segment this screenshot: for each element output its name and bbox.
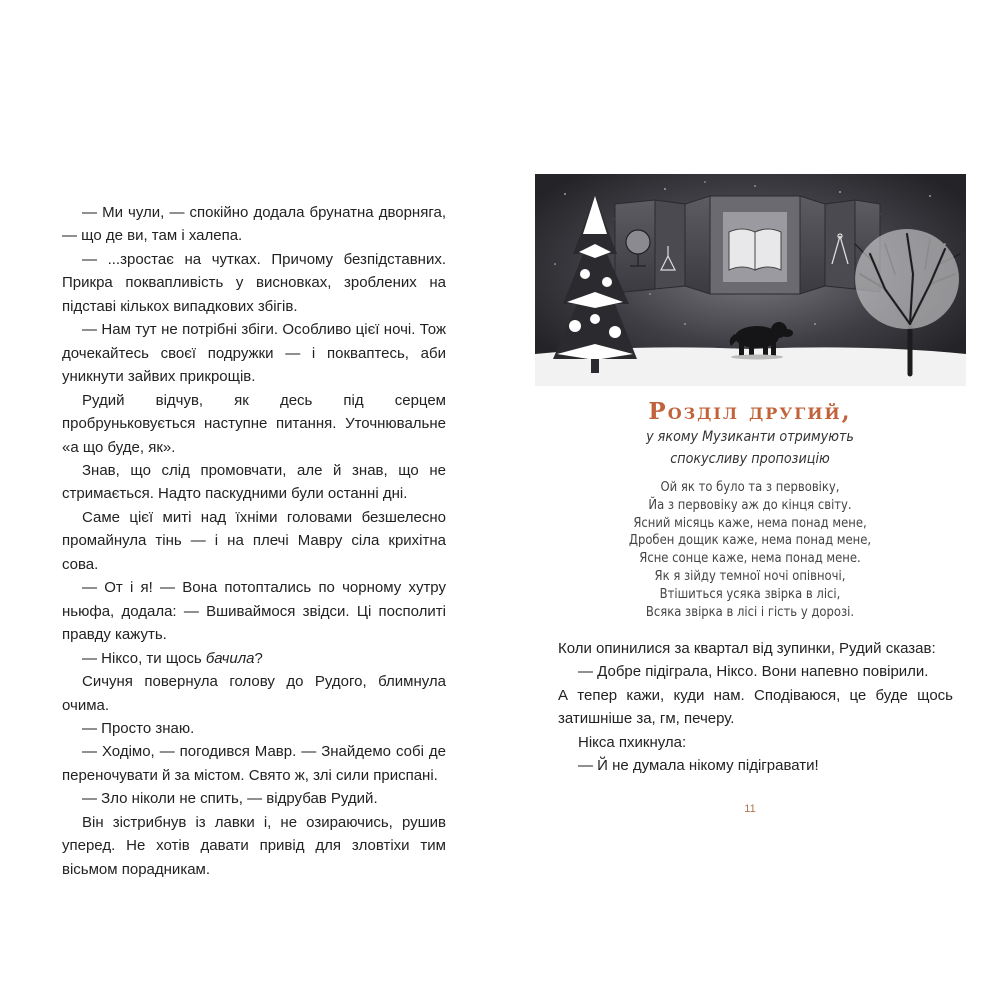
chapter-subtitle: спокусливу пропозицію [670, 451, 830, 467]
paragraph: А тепер кажи, куди нам. Сподіваюся, це буде щось затишніше за, гм, печеру. [558, 686, 953, 728]
chapter-subtitle: у якому Музиканти отримують [646, 429, 854, 445]
paragraph: — Просто знаю. [82, 719, 195, 737]
poem-line: Ясний місяць каже, нема понад мене, [633, 515, 867, 531]
chapter-title: Розділ другий, [648, 398, 852, 425]
paragraph: — Зло ніколи не спить, — відрубав Рудий. [82, 790, 378, 808]
bare-tree-foliage [855, 229, 959, 329]
paragraph-text: — Ніксо, ти щось [82, 649, 206, 667]
paragraph [62, 647, 446, 670]
paragraph: Коли опинилися за квартал від зупинки, Рудий сказав: [558, 640, 936, 657]
paragraph: Знав, що слід промовчати, але й знав, що не стримається. Надто паскудними були останні дні. [62, 461, 446, 503]
paragraph: — Добре підіграла, Ніксо. Вони напевно повірили. [578, 663, 929, 681]
italic-word: бачила [205, 649, 255, 667]
paragraph: — Й не думала нікому підігравати! [578, 757, 819, 775]
poem-line: Як я зійду темної ночі опівночі, [654, 568, 846, 584]
paragraph: — Ходімо, — погодився Мавр. — Знайдемо собі де переночувати й за містом. Свято ж, злі сили приспані. [62, 743, 446, 784]
poem-line: Ясне сонце каже, нема понад мене. [639, 551, 861, 567]
paragraph: Рудий відчув, як десь під серцем пробруньковується наступне питання. Уточнювальне «а що буде, як». [62, 391, 446, 456]
paragraph: Саме цієї миті над їхніми головами безшелесно промайнула тінь — і на плечі Мавру сіла крихітна сова. [62, 508, 446, 573]
paragraph: — Ми чули, — спокійно додала брунатна дворняга, — що де ви, там і халепа. [62, 204, 446, 245]
paragraph: Нікса пхикнула: [578, 733, 687, 751]
chapter-illustration [535, 174, 966, 386]
left-page-text [62, 201, 446, 881]
right-page [500, 0, 1000, 1000]
poem-line: Всяка звірка в лісі і гість у дорозі. [645, 604, 855, 620]
poem-line: Йа з первовіку аж до кінця світу. [648, 497, 852, 513]
poem-line: Втішиться усяка звірка в лісі, [659, 586, 841, 602]
book-icon [723, 212, 787, 282]
poem [500, 479, 1000, 621]
paragraph: Він зістрибнув із лавки і, не озираючись, рушив уперед. Не хотів давати привід для зловтіхи тим вісьмом порадникам. [62, 813, 446, 878]
right-page-text [558, 637, 953, 778]
paragraph: — От і я! — Вона потоптались по чорному хутру ньюфа, додала: — Вшиваймося звідси. Ці посполиті правду кажуть. [62, 579, 446, 644]
paragraph: — ...зростає на чутках. Причому безпідставних. Прикра поквапливість у висновках, зроблених на підставі кількох випадкових збігів. [62, 250, 446, 315]
paragraph: — Нам тут не потрібні збіги. Особливо цієї ночі. Тож дочекайтесь своєї подружки — і поквaптесь, аби уникнути зайвих прикрощів. [62, 321, 446, 386]
page-number: 11 [744, 803, 756, 815]
poem-line: Дробен дощик каже, нема понад мене, [628, 533, 872, 549]
paragraph: Сичуня повернула голову до Рудого, блимнула очима. [62, 673, 446, 714]
paragraph-text: ? [254, 649, 263, 667]
poem-line: Ой як то було та з первовіку, [660, 480, 840, 495]
